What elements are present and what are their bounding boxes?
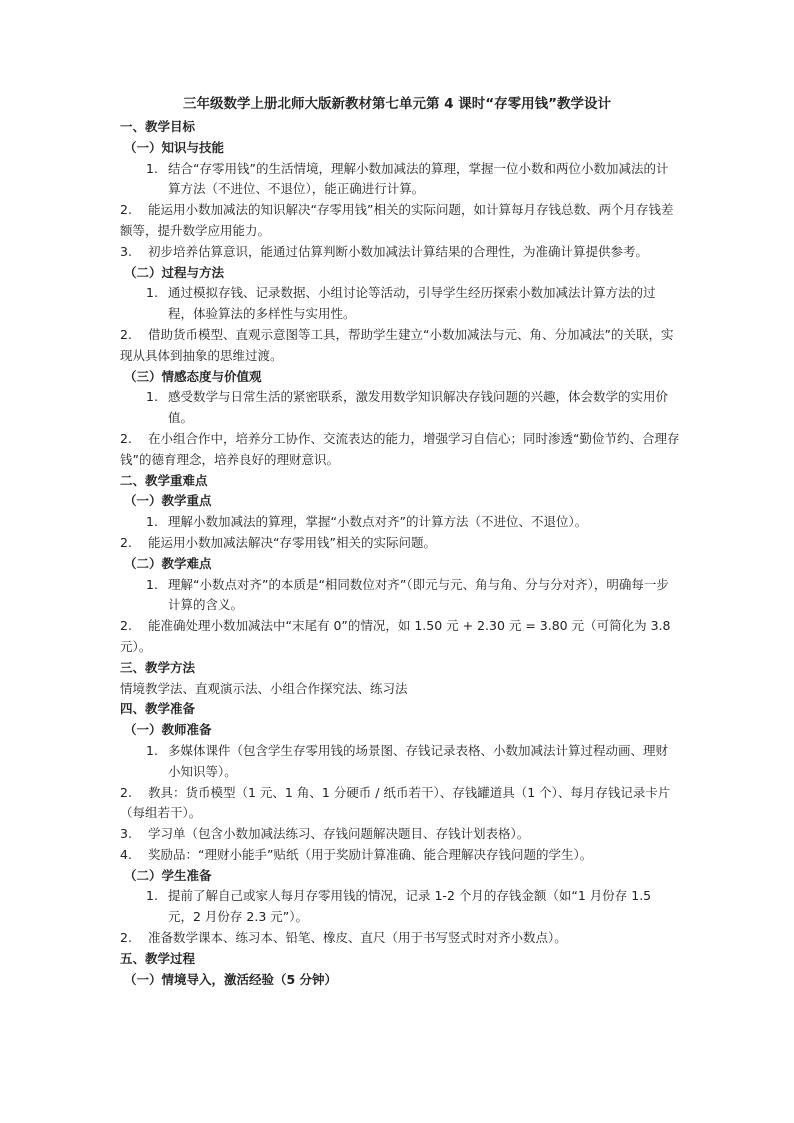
list-number: 1. bbox=[146, 389, 158, 405]
list-number: 1. bbox=[146, 514, 158, 530]
list-item bbox=[120, 512, 680, 533]
list-item bbox=[120, 741, 680, 783]
list-item bbox=[120, 886, 680, 928]
subsection-heading: （一）教师准备 bbox=[124, 722, 212, 738]
list-number: 2. bbox=[120, 202, 132, 218]
list-text: 能运用小数加减法的知识解决“存零用钱”相关的实际问题，如计算每月存钱总数、两个月存钱差额等，提升数学应用能力。 bbox=[120, 202, 674, 238]
document-body bbox=[120, 117, 680, 990]
list-text: 初步培养估算意识，能通过估算判断小数加减法计算结果的合理性，为准确计算提供参考。 bbox=[148, 243, 649, 259]
numbered-paragraph bbox=[120, 429, 680, 471]
list-text: 提前了解自己或家人每月存零用钱的情况，记录 1-2 个月的存钱金额（如“1 月份存 1.5 元，2 月份存 2.3 元”）。 bbox=[168, 888, 652, 925]
numbered-paragraph bbox=[120, 616, 680, 658]
list-text: 能准确处理小数加减法中“末尾有 0”的情况，如 1.50 元 + 2.30 元 = 3.80 元（可简化为 3.8 元）。 bbox=[120, 618, 671, 654]
section-heading: 四、教学准备 bbox=[120, 701, 196, 717]
list-item bbox=[120, 387, 680, 429]
list-text: 理解“小数点对齐”的本质是“相同数位对齐”（即元与元、角与角、分与分对齐），明确每一步计算的含义。 bbox=[168, 576, 669, 613]
list-number: 1. bbox=[146, 160, 158, 176]
subsection-heading: （三）情感态度与价值观 bbox=[124, 368, 262, 384]
list-number: 2. bbox=[120, 618, 132, 634]
list-text: 能运用小数加减法解决“存零用钱”相关的实际问题。 bbox=[148, 534, 436, 550]
list-number: 1. bbox=[146, 285, 158, 301]
document-title: 三年级数学上册北师大版新教材第七单元第 4 课时“存零用钱”教学设计 bbox=[182, 96, 612, 112]
numbered-paragraph bbox=[120, 200, 680, 242]
list-text: 教具：货币模型（1 元、1 角、1 分硬币 / 纸币若干）、存钱罐道具（1 个）、每月存钱记录卡片（每组若干）。 bbox=[120, 784, 671, 821]
list-text: 在小组合作中，培养分工协作、交流表达的能力，增强学习自信心；同时渗透“勤俭节约、合理存钱”的德育理念，培养良好的理财意识。 bbox=[120, 430, 680, 467]
numbered-paragraph bbox=[120, 824, 680, 845]
numbered-paragraph bbox=[120, 928, 680, 949]
list-number: 2. bbox=[120, 326, 132, 342]
subsection-heading: （一）知识与技能 bbox=[124, 139, 225, 155]
section-heading: 一、教学目标 bbox=[120, 119, 196, 134]
list-text: 学习单（包含小数加减法练习、存钱问题解决题目、存钱计划表格）。 bbox=[148, 826, 530, 842]
list-number: 2. bbox=[120, 784, 132, 800]
list-text: 理解小数加减法的算理，掌握“小数点对齐”的计算方法（不进位、不退位）。 bbox=[168, 514, 588, 530]
list-text: 感受数学与日常生活的紧密联系，激发用数学知识解决存钱问题的兴趣，体会数学的实用价值。 bbox=[168, 389, 669, 426]
list-text: 借助货币模型、直观示意图等工具，帮助学生建立“小数加减法与元、角、分加减法”的关联，实现从具体到抽象的思维过渡。 bbox=[120, 326, 674, 363]
list-item bbox=[120, 575, 680, 617]
list-text: 结合“存零用钱”的生活情境，理解小数加减法的算理，掌握一位小数和两位小数加减法的计算方法（不进位、不退位），能正确进行计算。 bbox=[168, 160, 669, 197]
list-text: 通过模拟存钱、记录数据、小组讨论等活动，引导学生经历探索小数加减法计算方法的过程，体验算法的多样性与实用性。 bbox=[168, 285, 656, 322]
list-number: 2. bbox=[120, 534, 132, 550]
list-item bbox=[120, 159, 680, 201]
list-number: 3. bbox=[120, 243, 132, 259]
numbered-paragraph bbox=[120, 783, 680, 825]
list-number: 3. bbox=[120, 826, 132, 842]
numbered-paragraph bbox=[120, 325, 680, 367]
numbered-paragraph bbox=[120, 533, 680, 554]
section-heading: 二、教学重难点 bbox=[120, 472, 208, 488]
subsection-heading: （一）教学重点 bbox=[124, 493, 212, 509]
numbered-paragraph bbox=[120, 242, 680, 263]
list-text: 多媒体课件（包含学生存零用钱的场景图、存钱记录表格、小数加减法计算过程动画、理财小知识等）。 bbox=[168, 742, 669, 779]
section-heading: 五、教学过程 bbox=[120, 950, 196, 966]
list-item bbox=[120, 283, 680, 325]
subsection-heading: （二）教学难点 bbox=[124, 555, 212, 571]
numbered-paragraph bbox=[120, 845, 680, 866]
section-heading: 三、教学方法 bbox=[120, 659, 196, 675]
list-number: 2. bbox=[120, 430, 132, 446]
subsection-heading: （二）过程与方法 bbox=[124, 264, 225, 280]
subsection-heading: （二）学生准备 bbox=[124, 867, 212, 883]
subsection-heading: （一）情境导入，激活经验（5 分钟） bbox=[124, 971, 338, 987]
list-number: 1. bbox=[146, 888, 158, 904]
list-number: 1. bbox=[146, 742, 158, 758]
list-number: 4. bbox=[120, 846, 132, 862]
list-text: 准备数学课本、练习本、铅笔、橡皮、直尺（用于书写竖式时对齐小数点）。 bbox=[148, 930, 567, 946]
list-number: 1. bbox=[146, 576, 158, 592]
list-text: 奖励品：“理财小能手”贴纸（用于奖励计算准确、能合理解决存钱问题的学生）。 bbox=[148, 846, 593, 862]
list-number: 2. bbox=[120, 930, 132, 946]
paragraph: 情境教学法、直观演示法、小组合作探究法、练习法 bbox=[120, 680, 408, 696]
